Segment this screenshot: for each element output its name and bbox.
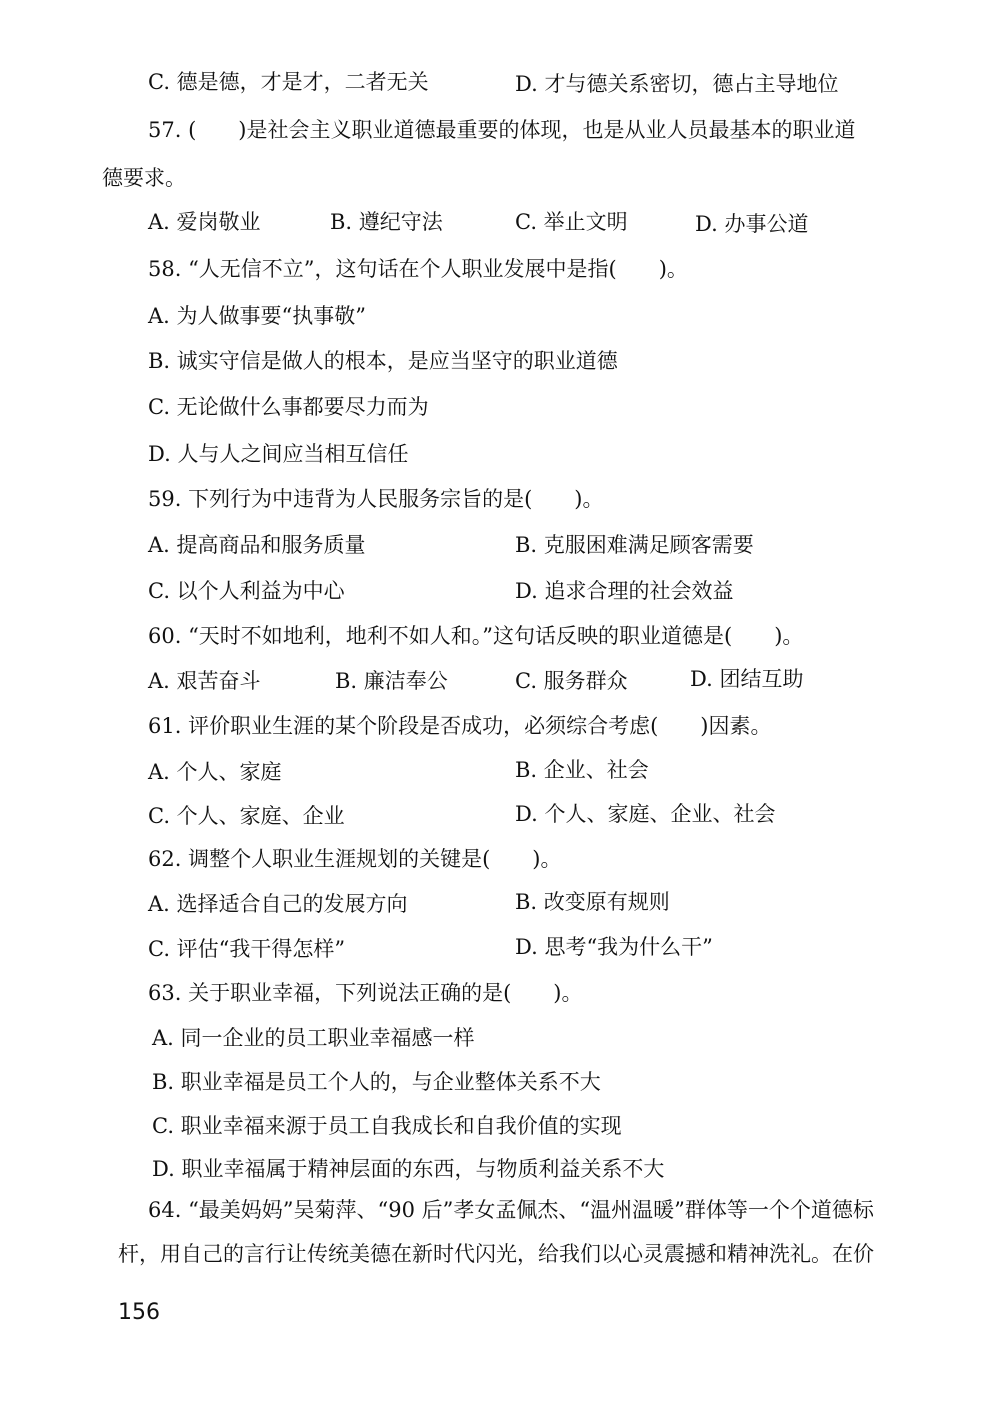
q61-option-c: C. 个人、家庭、企业 [148, 804, 345, 828]
q57-option-d: D. 办事公道 [695, 212, 809, 236]
q60-option-a: A. 艰苦奋斗 [148, 669, 261, 693]
q57-stem-line1: 57. ( )是社会主义职业道德最重要的体现，也是从业人员最基本的职业道 [148, 118, 856, 142]
q61-stem: 61. 评价职业生涯的某个阶段是否成功，必须综合考虑( )因素。 [148, 714, 772, 738]
q58-stem: 58. “人无信不立”，这句话在个人职业发展中是指( )。 [148, 257, 688, 281]
q56-option-c: C. 德是德，才是才，二者无关 [148, 70, 429, 94]
q62-stem: 62. 调整个人职业生涯规划的关键是( )。 [148, 847, 562, 871]
q59-option-a: A. 提高商品和服务质量 [148, 533, 366, 557]
q64-stem-line1: 64. “最美妈妈”吴菊萍、“90 后”孝女孟佩杰、“温州温暖”群体等一个个道德标 [148, 1198, 874, 1222]
q63-option-a: A. 同一企业的员工职业幸福感一样 [152, 1026, 475, 1050]
q57-option-a: A. 爱岗敬业 [148, 210, 261, 234]
q59-option-b: B. 克服困难满足顾客需要 [515, 533, 754, 557]
q59-stem: 59. 下列行为中违背为人民服务宗旨的是( )。 [148, 487, 604, 511]
q57-stem-line2: 德要求。 [102, 166, 186, 190]
q60-option-d: D. 团结互助 [690, 667, 804, 691]
q59-option-c: C. 以个人利益为中心 [148, 579, 345, 603]
q60-option-c: C. 服务群众 [515, 669, 628, 693]
q58-option-d: D. 人与人之间应当相互信任 [148, 442, 409, 466]
q58-option-c: C. 无论做什么事都要尽力而为 [148, 395, 429, 419]
q61-option-a: A. 个人、家庭 [148, 760, 282, 784]
q61-option-b: B. 企业、社会 [515, 758, 649, 782]
q58-option-a: A. 为人做事要“执事敬” [148, 304, 366, 328]
q59-option-d: D. 追求合理的社会效益 [515, 579, 734, 603]
q64-stem-line2: 杆，用自己的言行让传统美德在新时代闪光，给我们以心灵震撼和精神洗礼。在价 [118, 1242, 874, 1266]
q57-option-b: B. 遵纪守法 [330, 210, 443, 234]
q61-option-d: D. 个人、家庭、企业、社会 [515, 802, 776, 826]
q63-stem: 63. 关于职业幸福，下列说法正确的是( )。 [148, 981, 583, 1005]
q58-option-b: B. 诚实守信是做人的根本，是应当坚守的职业道德 [148, 349, 618, 373]
q56-option-d: D. 才与德关系密切，德占主导地位 [515, 72, 839, 96]
q62-option-b: B. 改变原有规则 [515, 890, 670, 914]
q62-option-c: C. 评估“我干得怎样” [148, 937, 346, 961]
page-number: 156 [118, 1300, 160, 1325]
q60-stem: 60. “天时不如地利，地利不如人和。”这句话反映的职业道德是( )。 [148, 624, 804, 648]
q57-option-c: C. 举止文明 [515, 210, 628, 234]
q63-option-c: C. 职业幸福来源于员工自我成长和自我价值的实现 [152, 1114, 622, 1138]
q62-option-d: D. 思考“我为什么干” [515, 935, 713, 959]
q63-option-d: D. 职业幸福属于精神层面的东西，与物质利益关系不大 [152, 1157, 665, 1181]
q62-option-a: A. 选择适合自己的发展方向 [148, 892, 408, 916]
q60-option-b: B. 廉洁奉公 [335, 669, 448, 693]
q63-option-b: B. 职业幸福是员工个人的，与企业整体关系不大 [152, 1070, 601, 1094]
